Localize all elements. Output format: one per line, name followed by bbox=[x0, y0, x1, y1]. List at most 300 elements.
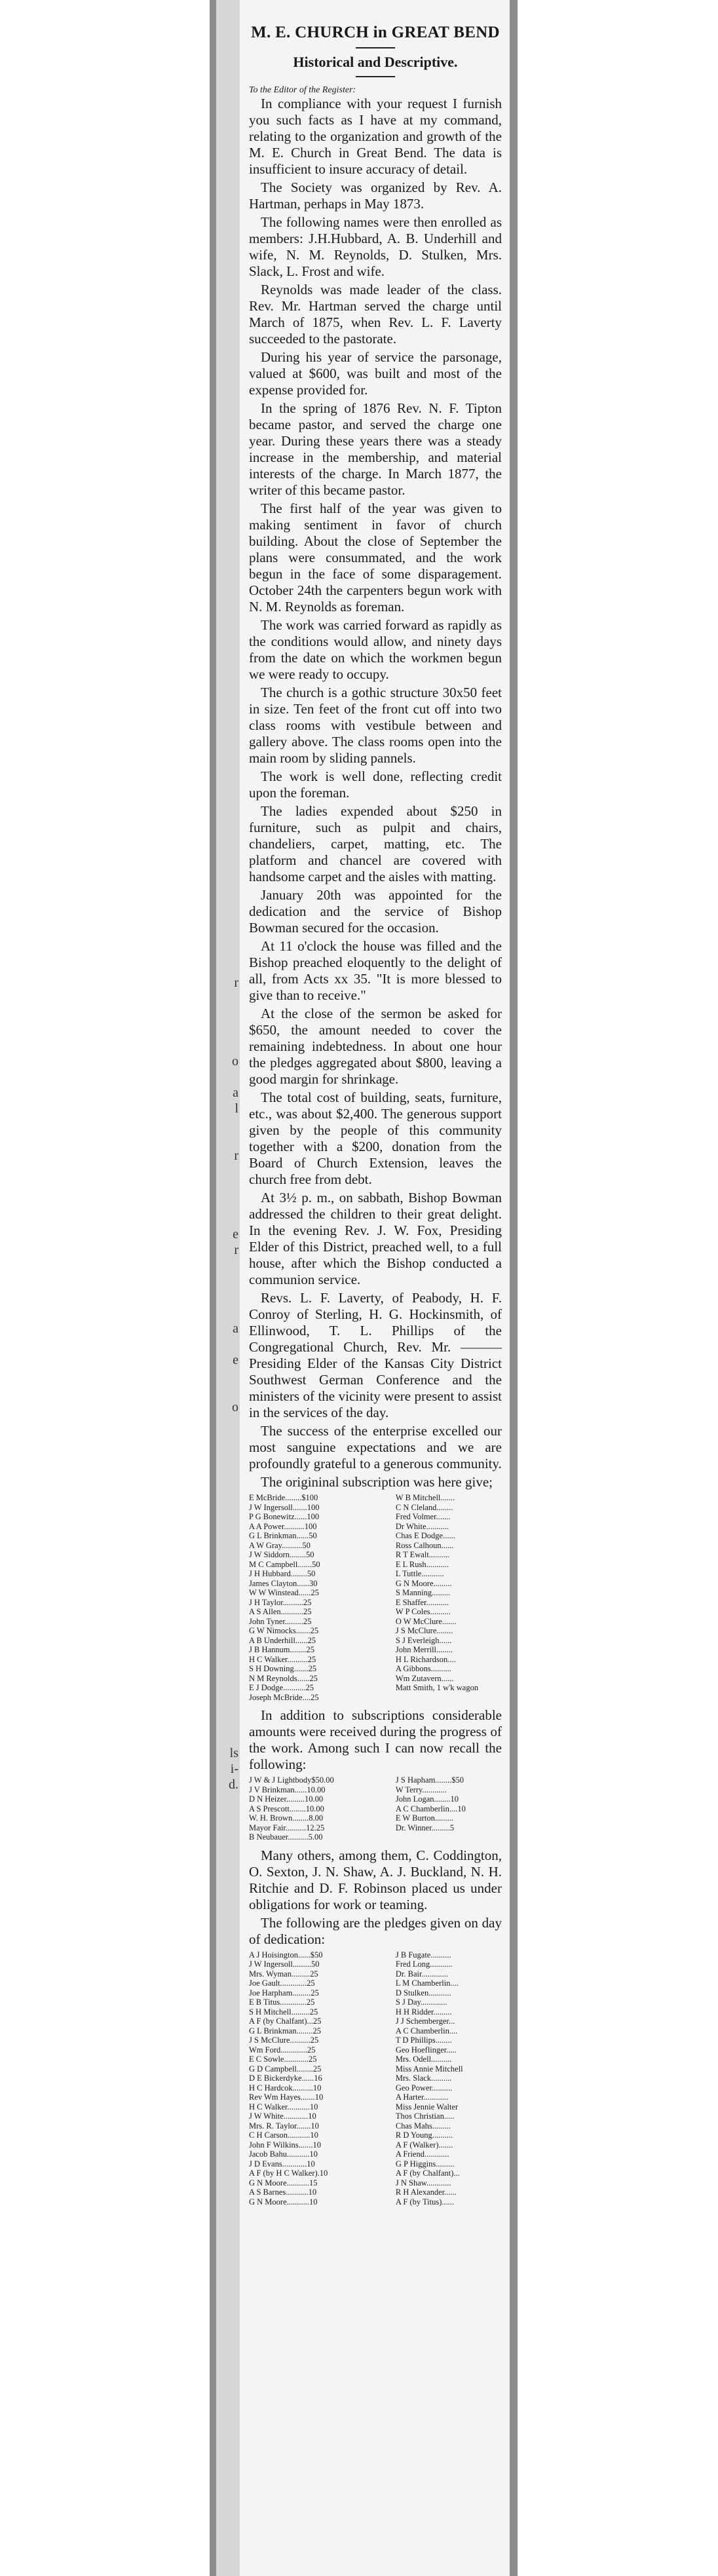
table-row bbox=[249, 2055, 502, 2064]
paragraph: The church is a gothic structure 30x50 feet in size. Ten feet of the front cut off into two class rooms with vestibule between and gallery above. The class rooms open into the main room by sliding pannels. bbox=[249, 685, 502, 766]
table-cell: H C Walker..........25 bbox=[249, 1654, 316, 1664]
fragment-text bbox=[216, 1509, 240, 1525]
fragment-text bbox=[216, 1997, 240, 2013]
fragment-text: r bbox=[234, 975, 238, 990]
table-cell: J W White............10 bbox=[249, 2112, 316, 2121]
fragment-text bbox=[216, 2186, 240, 2201]
table-cell: A C Chamberlin....10 bbox=[395, 1804, 466, 1813]
table-cell: Wm Zutavern...... bbox=[395, 1673, 454, 1683]
fragment-text bbox=[216, 126, 240, 142]
table-cell: J S McClure..........25 bbox=[249, 2036, 319, 2045]
table-row bbox=[249, 2169, 502, 2178]
table-cell: O W McClure....... bbox=[395, 1616, 457, 1626]
table-cell: T D Phillips........ bbox=[395, 2036, 452, 2045]
table-row bbox=[249, 1794, 502, 1804]
fragment-text bbox=[216, 535, 240, 550]
table-cell: G L Brinkman........25 bbox=[249, 2026, 321, 2036]
table-cell: W W Winstead......25 bbox=[249, 1588, 319, 1597]
table-row bbox=[249, 1960, 502, 1969]
table-cell: W P Coles.......... bbox=[395, 1607, 451, 1616]
table-row bbox=[249, 2197, 502, 2207]
fragment-text bbox=[216, 1274, 240, 1289]
fragment-text bbox=[216, 440, 240, 456]
fragment-text bbox=[216, 833, 240, 849]
table-row bbox=[249, 1950, 502, 1960]
fragment-text bbox=[216, 1132, 240, 1148]
fragment-text bbox=[216, 1730, 240, 1745]
table-row bbox=[249, 1674, 502, 1684]
fragment-text bbox=[216, 110, 240, 126]
table-row bbox=[249, 1683, 502, 1693]
table-row bbox=[249, 2007, 502, 2017]
table-cell: G N Moore...........15 bbox=[249, 2178, 318, 2188]
table-cell: G P Higgins......... bbox=[395, 2159, 455, 2169]
table-cell bbox=[396, 1832, 502, 1842]
table-cell: Ross Calhoun...... bbox=[395, 1540, 454, 1550]
fragment-text bbox=[216, 1950, 240, 1965]
paragraph: Revs. L. F. Laverty, of Peabody, H. F. Conroy of Sterling, H. G. Hockinsmith, of Ellinwood, T. L. Phillips of the Congregational Church, Rev. Mr. ——— Presiding Elder of the Kansas City District Southwest German Conference and the ministers of the vicinity were present to assist in the services of the day. bbox=[249, 1290, 502, 1420]
fragment-text bbox=[216, 346, 240, 362]
fragment-text bbox=[216, 1384, 240, 1399]
fragment-text bbox=[216, 613, 240, 629]
table-cell: Mayor Fair..........12.25 bbox=[249, 1823, 325, 1832]
fragment-text bbox=[216, 1903, 240, 1918]
fragment-text bbox=[216, 550, 240, 566]
fragment-text bbox=[216, 1478, 240, 1494]
paragraph: The first half of the year was given to making sentiment in favor of church building. About the close of September the plans were consummated, and the work begun in the face of some disparagement. October 24th the carpenters begun work with N. M. Reynolds as foreman. bbox=[249, 501, 502, 615]
fragment-text bbox=[216, 928, 240, 943]
fragment-text bbox=[216, 425, 240, 440]
fragment-text bbox=[216, 2044, 240, 2060]
table-cell: R H Alexander...... bbox=[395, 2188, 457, 2197]
table-cell: A J Hoisington......$50 bbox=[249, 1950, 323, 1960]
fragment-text: i- bbox=[230, 1762, 238, 1776]
fragment-text bbox=[216, 1682, 240, 1698]
table-row bbox=[249, 2102, 502, 2112]
table-cell: E L Rush........... bbox=[395, 1559, 449, 1569]
paragraph: During his year of service the parsonage, valued at $600, was built and most of the expense provided for. bbox=[249, 349, 502, 398]
fragment-text bbox=[216, 2154, 240, 2170]
table-cell: A C Chamberlin.... bbox=[395, 2026, 458, 2036]
fragment-text bbox=[216, 79, 240, 94]
fragment-text: a bbox=[233, 1086, 238, 1100]
table-cell: Geo Power.......... bbox=[395, 2083, 453, 2093]
fragment-text bbox=[216, 1541, 240, 1557]
fragment-text bbox=[216, 220, 240, 236]
paragraph: Reynolds was made leader of the class. Rev. Mr. Hartman served the charge until March of 1875, when Rev. L. F. Laverty succeeded to the pastorate. bbox=[249, 282, 502, 347]
table-row bbox=[249, 1598, 502, 1608]
paragraph: The origininal subscription was here give; bbox=[261, 1474, 493, 1490]
article-title: M. E. CHURCH in GREAT BEND bbox=[251, 24, 500, 41]
table-cell: J W Ingersoll.........50 bbox=[249, 1960, 320, 1969]
table-cell: Chas E Dodge...... bbox=[395, 1531, 455, 1540]
table-row bbox=[249, 2064, 502, 2074]
fragment-text bbox=[216, 1934, 240, 1950]
table-cell: Dr White........... bbox=[395, 1521, 449, 1531]
fragment-text bbox=[216, 755, 240, 770]
table-row bbox=[249, 2083, 502, 2093]
fragment-text bbox=[216, 2233, 240, 2248]
table-cell: A F (by H C Walker).10 bbox=[249, 2169, 328, 2178]
table-cell: J W Ingersoll.......100 bbox=[249, 1502, 320, 1512]
table-cell: A F (by Chalfant)... bbox=[395, 2169, 460, 2178]
table-cell: A S Barnes...........10 bbox=[249, 2188, 317, 2197]
adjacent-column-fragment bbox=[216, 0, 240, 2576]
table-cell: Jacob Bahu...........10 bbox=[249, 2150, 318, 2159]
table-cell: E W Burton......... bbox=[395, 1813, 453, 1823]
table-cell: J S Hapham........$50 bbox=[395, 1775, 464, 1785]
article-subtitle: Historical and Descriptive. bbox=[293, 54, 458, 70]
table-row bbox=[249, 1988, 502, 1998]
fragment-text bbox=[216, 770, 240, 786]
fragment-text bbox=[216, 849, 240, 865]
table-cell: A F (by Chalfant)...25 bbox=[249, 2017, 322, 2026]
fragment-text bbox=[216, 2028, 240, 2044]
paragraph: The ladies expended about $250 in furniture, such as pulpit and chairs, chandeliers, carpet, matting, etc. The platform and chancel are covered with handsome carpet and the aisles with matting. bbox=[249, 803, 502, 884]
fragment-text bbox=[216, 1211, 240, 1226]
table-row bbox=[249, 2131, 502, 2140]
paragraph: In addition to subscriptions considerable amounts were received during the progress of the work. Among such I can now recall the following: bbox=[249, 1707, 502, 1772]
fragment-lines bbox=[216, 0, 240, 2248]
fragment-text bbox=[216, 1855, 240, 1871]
table-row bbox=[249, 2188, 502, 2197]
fragment-text bbox=[216, 2170, 240, 2186]
fragment-text bbox=[216, 31, 240, 47]
fragment-text bbox=[216, 519, 240, 535]
fragment-text bbox=[216, 204, 240, 220]
fragment-text bbox=[216, 2013, 240, 2028]
fragment-text bbox=[216, 1808, 240, 1824]
fragment-text bbox=[216, 708, 240, 723]
fragment-text bbox=[216, 456, 240, 472]
fragment-text bbox=[216, 487, 240, 503]
table-row bbox=[249, 1775, 502, 1785]
fragment-text bbox=[216, 1006, 240, 1022]
table-cell: H H Ridder......... bbox=[395, 2007, 452, 2017]
article-column bbox=[240, 0, 510, 2576]
table-cell: A F (by Titus)...... bbox=[395, 2197, 455, 2207]
subtitle-rule bbox=[356, 76, 395, 77]
paragraph: The Society was organized by Rev. A. Hartman, perhaps in May 1873. bbox=[249, 180, 502, 212]
paragraph: In compliance with your request I furnish you such facts as I have at my command, relating to the organization and growth of the M. E. Church in Great Bend. The data is insufficient to insure accuracy of detail. bbox=[249, 96, 502, 177]
fragment-text bbox=[216, 1824, 240, 1840]
fragment-text bbox=[216, 991, 240, 1006]
fragment-text bbox=[216, 173, 240, 189]
table-cell: A Harter............ bbox=[395, 2093, 449, 2102]
table-cell: G N Moore...........10 bbox=[249, 2197, 318, 2207]
table-cell: Fred Volmer....... bbox=[395, 1512, 451, 1521]
table-row bbox=[249, 1832, 502, 1842]
fragment-text: a bbox=[233, 1321, 238, 1336]
article-body bbox=[249, 96, 502, 1490]
fragment-text bbox=[216, 1038, 240, 1053]
fragment-text bbox=[216, 1604, 240, 1619]
table-cell: J B Fugate.......... bbox=[395, 1950, 451, 1960]
table-cell: Rev Wm Hayes.......10 bbox=[249, 2093, 324, 2102]
fragment-text bbox=[216, 1792, 240, 1808]
fragment-text bbox=[216, 267, 240, 283]
table-cell: Joe Harpham.........25 bbox=[249, 1988, 319, 1998]
table-row bbox=[249, 2036, 502, 2045]
table-row bbox=[249, 2017, 502, 2026]
table-row bbox=[249, 1550, 502, 1560]
fragment-text bbox=[216, 1116, 240, 1132]
table-cell: J S McClure........ bbox=[395, 1626, 453, 1635]
fragment-text bbox=[216, 2060, 240, 2075]
table-row bbox=[249, 1579, 502, 1589]
fragment-text bbox=[216, 629, 240, 645]
table-cell: A B Underhill......25 bbox=[249, 1635, 316, 1645]
fragment-text: l bbox=[235, 1101, 238, 1116]
table-cell: E B Titus.............25 bbox=[249, 1998, 315, 2007]
table-cell: H C Walker...........10 bbox=[249, 2102, 318, 2112]
table-row bbox=[249, 1645, 502, 1655]
table-cell: L Tuttle........... bbox=[395, 1569, 444, 1578]
fragment-text bbox=[216, 1494, 240, 1509]
table-row bbox=[249, 1607, 502, 1617]
fragment-text bbox=[216, 2091, 240, 2107]
table-cell: E McBride........$100 bbox=[249, 1493, 318, 1502]
table-row bbox=[249, 1664, 502, 1674]
fragment-text bbox=[216, 676, 240, 692]
fragment-text bbox=[216, 1447, 240, 1462]
paragraph: In the spring of 1876 Rev. N. F. Tipton became pastor, and served the charge one year. During these years there was a steady increase in the membership, and material interests of the charge. In March 1877, the writer of this became pastor. bbox=[249, 400, 502, 498]
fragment-text bbox=[216, 1305, 240, 1321]
table-row bbox=[249, 1503, 502, 1513]
table-cell: A A Power..........100 bbox=[249, 1521, 317, 1531]
table-cell: Joe Gault.............25 bbox=[249, 1979, 315, 1988]
fragment-text bbox=[216, 1619, 240, 1635]
table-cell: W. H. Brown........8.00 bbox=[249, 1813, 324, 1823]
fragment-text bbox=[216, 865, 240, 881]
table-row bbox=[249, 2159, 502, 2169]
fragment-text bbox=[216, 896, 240, 912]
table-row bbox=[249, 1823, 502, 1833]
fragment-text bbox=[216, 2217, 240, 2233]
table-cell: D N Heizer.........10.00 bbox=[249, 1794, 324, 1804]
table-row bbox=[249, 1617, 502, 1627]
fragment-text bbox=[216, 2123, 240, 2138]
paragraph: At 11 o'clock the house was filled and the Bishop preached eloquently to the delight of all, from Acts xx 35. "It is more blessed to give than to receive." bbox=[249, 938, 502, 1003]
table-cell: Mrs. Slack.......... bbox=[395, 2074, 452, 2083]
table-cell: A Friend............ bbox=[395, 2150, 449, 2159]
fragment-text bbox=[216, 739, 240, 755]
table-row bbox=[249, 1813, 502, 1823]
fragment-text bbox=[216, 47, 240, 63]
fragment-text bbox=[216, 1525, 240, 1541]
fragment-text bbox=[216, 63, 240, 79]
fragment-text bbox=[216, 1572, 240, 1588]
table-cell: E J Dodge...........25 bbox=[249, 1683, 314, 1692]
table-cell: G W Nimocks.......25 bbox=[249, 1626, 319, 1635]
table-cell: C N Cleland........ bbox=[395, 1502, 453, 1512]
fragment-text bbox=[216, 1651, 240, 1667]
table-cell: W Terry............ bbox=[395, 1785, 447, 1794]
table-row bbox=[249, 1569, 502, 1579]
table-cell: S H Mitchell.........25 bbox=[249, 2007, 318, 2017]
table-row bbox=[249, 1512, 502, 1522]
table-cell: G D Campbell........25 bbox=[249, 2064, 322, 2074]
table-cell: Mrs. Odell.......... bbox=[395, 2055, 452, 2064]
fragment-text bbox=[216, 314, 240, 330]
salutation: To the Editor of the Register: bbox=[249, 85, 356, 95]
table-cell: P G Bonewitz......100 bbox=[249, 1512, 320, 1521]
table-cell: R T Ewalt.......... bbox=[395, 1550, 450, 1559]
fragment-text: ls bbox=[229, 1746, 238, 1760]
table-cell: Dr. Winner.........5 bbox=[395, 1823, 455, 1832]
fragment-text bbox=[216, 943, 240, 959]
table-cell: A W Gray..........50 bbox=[249, 1540, 311, 1550]
table-row bbox=[249, 2074, 502, 2083]
table-cell: H C Hardcok..........10 bbox=[249, 2083, 322, 2093]
fragment-text: o bbox=[232, 1054, 238, 1069]
table-cell: J V Brinkman......10.00 bbox=[249, 1785, 326, 1794]
fragment-text bbox=[216, 1918, 240, 1934]
table-row bbox=[249, 2140, 502, 2150]
table-row bbox=[249, 1785, 502, 1795]
table-cell: James Clayton......30 bbox=[249, 1578, 318, 1588]
table-cell: Dr. Bair............. bbox=[395, 1969, 449, 1979]
table-cell: J W Siddorn........50 bbox=[249, 1550, 314, 1559]
paragraph: The total cost of building, seats, furniture, etc., was about $2,400. The generous support given by the people of this community together with a $200, donation from the Board of Church Extension, leaves the church free from debt. bbox=[249, 1089, 502, 1187]
table-cell: Matt Smith, 1 w'k wagon bbox=[395, 1683, 479, 1692]
fragment-text bbox=[216, 252, 240, 267]
fragment-text bbox=[216, 912, 240, 928]
fragment-text bbox=[216, 1431, 240, 1447]
table-cell: Mrs. R. Taylor.......10 bbox=[249, 2121, 319, 2131]
table-cell: D E Bickerdyke......16 bbox=[249, 2074, 322, 2083]
table-cell: M C Campbell.......50 bbox=[249, 1559, 320, 1569]
table-cell: J B Hannum........25 bbox=[249, 1645, 314, 1654]
subscription-table bbox=[249, 1493, 502, 1702]
table-row bbox=[249, 2178, 502, 2188]
fragment-text bbox=[216, 1258, 240, 1274]
table-row bbox=[249, 1998, 502, 2007]
paragraph: Many others, among them, C. Coddington, O. Sexton, J. N. Shaw, A. J. Buckland, N. H. Ritchie and D. F. Robinson placed us under obligations for work or teaming. bbox=[249, 1847, 502, 1912]
fragment-text bbox=[216, 723, 240, 739]
table-cell: Miss Annie Mitchell bbox=[395, 2064, 463, 2074]
paragraph: The following are the pledges given on day of dedication: bbox=[249, 1914, 502, 1947]
fragment-text bbox=[216, 330, 240, 346]
table-cell: Joseph McBride....25 bbox=[249, 1692, 319, 1702]
table-row bbox=[249, 1804, 502, 1814]
table-cell: Mrs. Wyman.........25 bbox=[249, 1969, 318, 1979]
table-row bbox=[249, 1626, 502, 1636]
fragment-text: r bbox=[234, 1148, 238, 1163]
table-cell: A Gibbons.......... bbox=[395, 1664, 451, 1673]
fragment-text: d. bbox=[229, 1777, 238, 1792]
fragment-text bbox=[216, 157, 240, 173]
table-cell: S Manning......... bbox=[395, 1588, 451, 1597]
table-cell: J J Schemberger... bbox=[395, 2017, 455, 2026]
table-cell: A S Prescott........10.00 bbox=[249, 1804, 324, 1813]
fragment-text bbox=[216, 2075, 240, 2091]
table-row bbox=[249, 1655, 502, 1665]
fragment-text bbox=[216, 582, 240, 597]
table-cell: Geo Hoeflinger..... bbox=[395, 2045, 457, 2055]
table-cell: S J Day............. bbox=[395, 1998, 447, 2007]
table-row bbox=[249, 1636, 502, 1646]
table-row bbox=[249, 1522, 502, 1532]
fragment-text bbox=[216, 142, 240, 157]
fragment-text bbox=[216, 16, 240, 31]
table-cell: N M Reynolds......25 bbox=[249, 1673, 318, 1683]
fragment-text bbox=[216, 472, 240, 487]
table-row bbox=[249, 1541, 502, 1551]
fragment-text bbox=[216, 362, 240, 377]
table-cell: A S Allen...........25 bbox=[249, 1607, 312, 1616]
paragraph: January 20th was appointed for the dedication and the service of Bishop Bowman secured for the occasion. bbox=[249, 887, 502, 936]
fragment-text bbox=[216, 377, 240, 393]
fragment-text bbox=[216, 236, 240, 252]
table-row bbox=[249, 2150, 502, 2159]
table-cell: J H Hubbard........50 bbox=[249, 1569, 316, 1578]
table-cell bbox=[396, 1693, 502, 1703]
fragment-text bbox=[216, 1368, 240, 1384]
table-cell: Wm Ford.............25 bbox=[249, 2045, 316, 2055]
fragment-text bbox=[216, 409, 240, 425]
table-cell: C H Carson...........10 bbox=[249, 2131, 318, 2140]
fragment-text bbox=[216, 1588, 240, 1604]
fragment-text bbox=[216, 2107, 240, 2123]
table-cell: S H Downing.......25 bbox=[249, 1664, 317, 1673]
table-cell: G L Brinkman......50 bbox=[249, 1531, 317, 1540]
table-row bbox=[249, 2026, 502, 2036]
table-cell: J W & J Lightbody$50.00 bbox=[249, 1775, 334, 1785]
table-cell: D Stulken........... bbox=[395, 1988, 451, 1998]
table-row bbox=[249, 1693, 502, 1703]
table-cell: Fred Long........... bbox=[395, 1960, 453, 1969]
fragment-text bbox=[216, 1965, 240, 1981]
fragment-text bbox=[216, 283, 240, 299]
table-row bbox=[249, 2121, 502, 2131]
fragment-text bbox=[216, 189, 240, 204]
table-row bbox=[249, 1560, 502, 1570]
table-row bbox=[249, 1493, 502, 1503]
fragment-text bbox=[216, 1981, 240, 1997]
fragment-text bbox=[216, 1557, 240, 1572]
table-row bbox=[249, 1588, 502, 1598]
fragment-text bbox=[216, 1415, 240, 1431]
fragment-text bbox=[216, 2201, 240, 2217]
fragment-text: o bbox=[232, 1400, 238, 1414]
table-cell: J H Taylor..........25 bbox=[249, 1597, 312, 1607]
table-cell: Chas Mahs......... bbox=[395, 2121, 451, 2131]
table-cell: John Tyner.........25 bbox=[249, 1616, 312, 1626]
table-cell: Miss Jennie Walter bbox=[395, 2102, 459, 2112]
fragment-text: e bbox=[233, 1353, 238, 1367]
table-cell: John Merrill........ bbox=[395, 1645, 453, 1654]
fragment-text bbox=[216, 959, 240, 975]
table-cell: J N Shaw............ bbox=[395, 2178, 451, 2188]
fragment-text bbox=[216, 1022, 240, 1038]
fragment-text bbox=[216, 0, 240, 16]
received-table bbox=[249, 1775, 502, 1842]
paragraph: At the close of the sermon be asked for $650, the amount needed to cover the remaining indebtedness. In about one hour the pledges aggregated about $800, leaving a good margin for shrinkage. bbox=[249, 1006, 502, 1087]
paragraph: The work is well done, reflecting credit upon the foreman. bbox=[249, 768, 502, 801]
fragment-text bbox=[216, 299, 240, 314]
fragment-text bbox=[216, 1667, 240, 1682]
table-cell: J D Evans............10 bbox=[249, 2159, 315, 2169]
fragment-text bbox=[216, 1698, 240, 1714]
fragment-text bbox=[216, 1887, 240, 1903]
table-cell: John F Wilkins.......10 bbox=[249, 2140, 322, 2150]
fragment-text bbox=[216, 1164, 240, 1179]
paragraph: The success of the enterprise excelled our most sanguine expectations and we are profoundly grateful to a generous community. bbox=[249, 1423, 502, 1471]
fragment-text bbox=[216, 1462, 240, 1478]
paragraph: The work was carried forward as rapidly as the conditions would allow, and ninety days from the date on which the workmen begun we were ready to occupy. bbox=[249, 617, 502, 682]
fragment-text: r bbox=[234, 1243, 238, 1257]
